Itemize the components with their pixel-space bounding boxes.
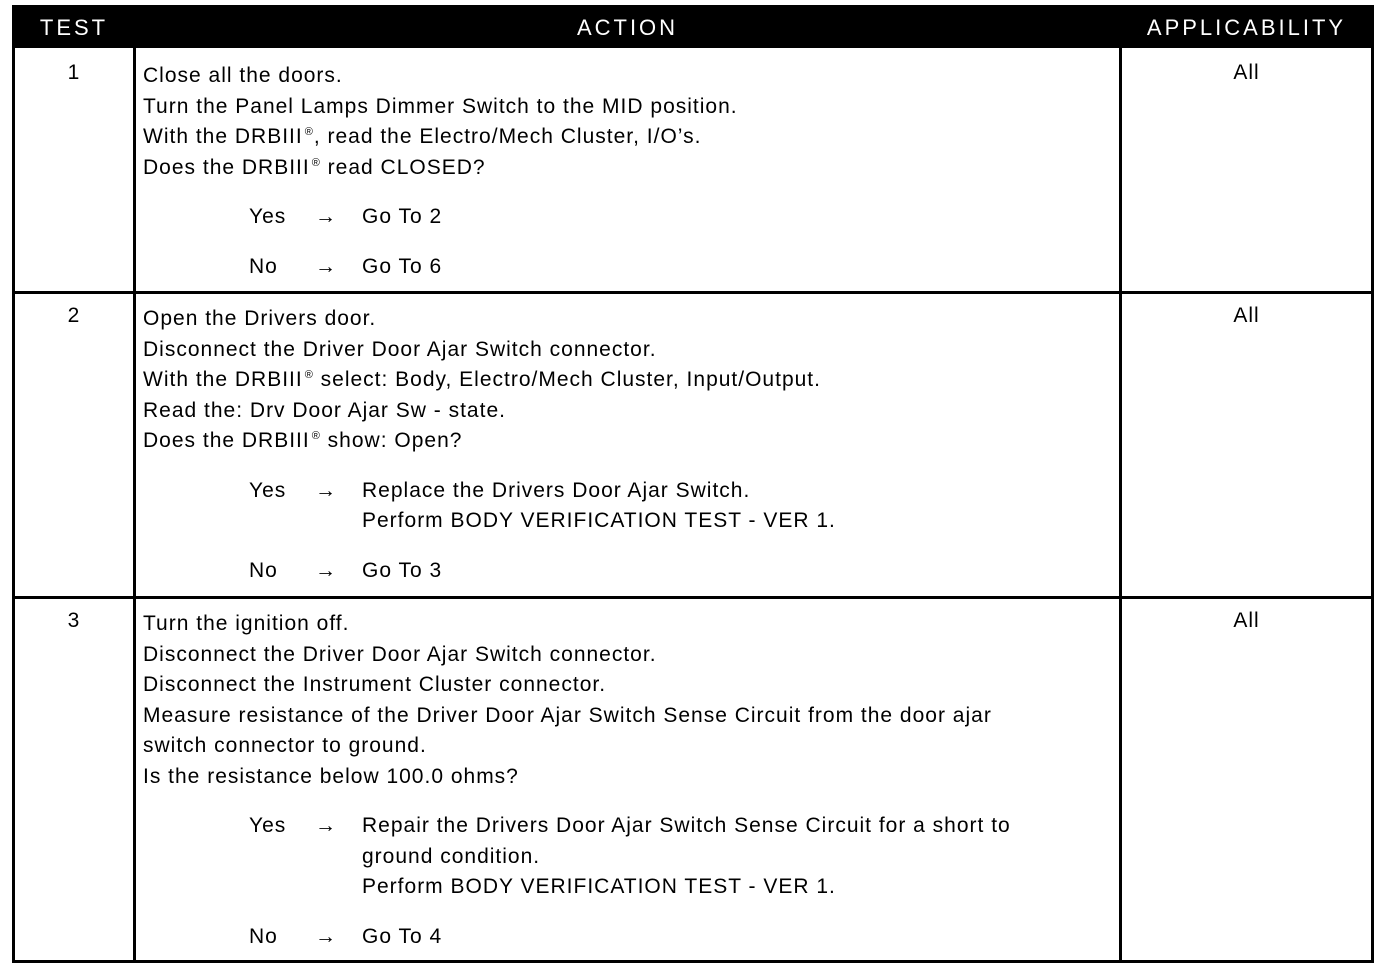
action-step [143, 122, 1123, 153]
result-line: Go To 2 [362, 205, 443, 228]
result-line: Perform BODY VERIFICATION TEST - VER 1. [362, 509, 836, 532]
action-step: Measure resistance of the Driver Door Ajar Switch Sense Circuit from the door ajar [143, 703, 992, 727]
registered-mark: ® [311, 156, 321, 169]
action-step-text: , read the Electro/Mech Cluster, I/O’s. [313, 125, 702, 148]
arrow-right-icon: → [315, 254, 337, 278]
no-result [362, 556, 1123, 587]
action-step-text: read CLOSED? [320, 155, 486, 179]
arrow-right-icon: → [315, 558, 337, 582]
action-step: Disconnect the Instrument Cluster connector. [143, 673, 607, 696]
no-result [362, 252, 1123, 283]
result-line: Go To 3 [362, 558, 443, 582]
action-step: Is the resistance below 100.0 ohms? [143, 764, 519, 788]
action-cell [143, 61, 1123, 282]
registered-mark: ® [304, 126, 314, 138]
header-applicability: APPLICABILITY [1146, 15, 1347, 40]
applicability-value: All [1233, 304, 1260, 327]
no-label: No [249, 254, 278, 278]
action-step [143, 365, 1123, 396]
result-line: ground condition. [362, 844, 541, 868]
applicability-value: All [1233, 609, 1260, 632]
yes-result [362, 811, 1123, 903]
registered-mark: ® [304, 369, 314, 381]
arrow-right-icon: → [315, 205, 337, 228]
action-step: Disconnect the Driver Door Ajar Switch connector. [143, 642, 657, 666]
column-divider [133, 48, 136, 291]
arrow-right-icon: → [315, 924, 337, 948]
no-result [362, 922, 1123, 953]
test-number: 1 [67, 61, 81, 84]
action-cell [143, 304, 1123, 586]
yes-label: Yes [249, 205, 287, 228]
test-number: 2 [67, 304, 81, 327]
column-divider [133, 294, 136, 596]
action-step: Open the Drivers door. [143, 307, 377, 330]
yes-branch [143, 202, 1123, 233]
action-step-text: show: Open? [320, 429, 463, 452]
no-label: No [249, 558, 278, 582]
no-branch [143, 556, 1123, 587]
action-step [143, 153, 1123, 184]
result-line: Perform BODY VERIFICATION TEST - VER 1. [362, 875, 836, 898]
column-divider [133, 599, 136, 960]
action-step: Read the: Drv Door Ajar Sw - state. [143, 398, 506, 422]
action-step-text: Does the DRBIII [143, 429, 310, 452]
action-step: switch connector to ground. [143, 734, 427, 757]
action-step-text: With the DRBIII [143, 125, 303, 148]
yes-branch [143, 811, 1123, 903]
yes-result [362, 476, 1123, 537]
action-step: Close all the doors. [143, 64, 343, 87]
yes-result [362, 202, 1123, 233]
table-header [15, 8, 1371, 48]
action-step-text: select: Body, Electro/Mech Cluster, Input/Output. [313, 368, 821, 391]
action-step [143, 426, 1123, 457]
action-step: Turn the Panel Lamps Dimmer Switch to the MID position. [143, 94, 738, 118]
applicability-value: All [1233, 61, 1260, 84]
action-step: Turn the ignition off. [143, 612, 350, 635]
result-line: Go To 4 [362, 924, 443, 948]
action-step-text: Does the DRBIII [143, 155, 310, 179]
table-row [15, 596, 1371, 960]
result-line: Replace the Drivers Door Ajar Switch. [362, 478, 751, 502]
arrow-right-icon: → [315, 814, 337, 837]
diagnostic-test-table [12, 5, 1374, 963]
registered-mark: ® [311, 430, 321, 442]
no-branch [143, 252, 1123, 283]
action-step: Disconnect the Driver Door Ajar Switch connector. [143, 337, 657, 361]
table-row [15, 291, 1371, 596]
yes-label: Yes [249, 814, 287, 837]
header-test: TEST [39, 15, 109, 40]
action-cell [143, 609, 1123, 952]
header-action: ACTION [576, 15, 679, 40]
test-number: 3 [67, 609, 81, 632]
table-row [15, 48, 1371, 291]
result-line: Go To 6 [362, 254, 443, 278]
yes-label: Yes [249, 478, 287, 502]
arrow-right-icon: → [315, 478, 337, 502]
yes-branch [143, 476, 1123, 537]
action-step-text: With the DRBIII [143, 368, 303, 391]
no-branch [143, 922, 1123, 953]
no-label: No [249, 924, 278, 948]
result-line: Repair the Drivers Door Ajar Switch Sense Circuit for a short to [362, 814, 1011, 837]
